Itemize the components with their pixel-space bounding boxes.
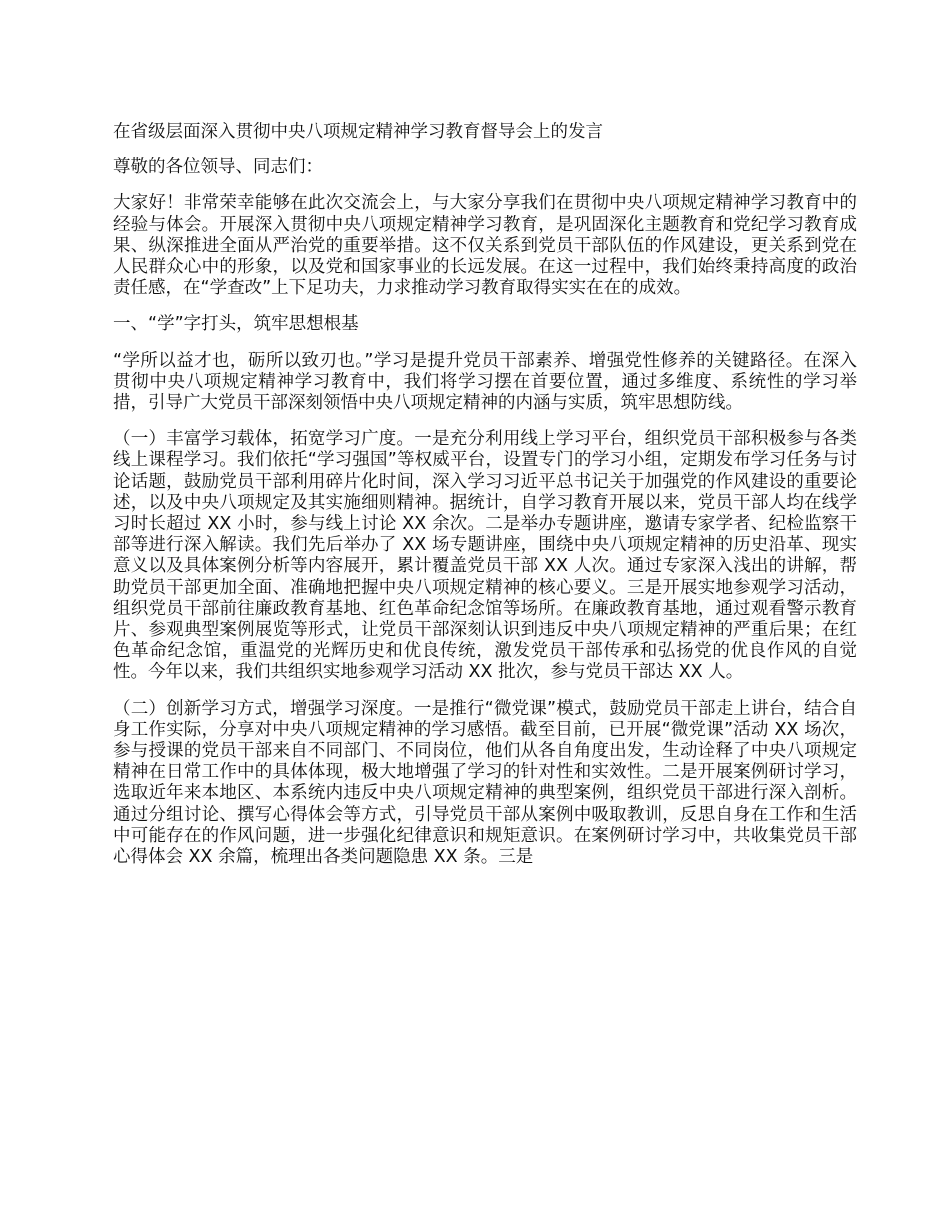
paragraph-item-1: （一）丰富学习载体，拓宽学习广度。一是充分利用线上学习平台，组织党员干部积极参与各类线上课程学习。我们依托“学习强国”等权威平台，设置专门的学习小组，定期发布学习任务与讨论话题，鼓励党员干部利用碎片化时间，深入学习习近平总书记关于加强党的作风建设的重要论述，以及中央八项规定及其实施细则精神。据统计，自学习教育开展以来，党员干部人均在线学习时长超过 XX 小时，参与线上讨论 XX 余次。二是举办专题讲座，邀请专家学者、纪检监察干部等进行深入解读。我们先后举办了 XX 场专题讲座，围绕中央八项规定精神的历史沿革、现实意义以及具体案例分析等内容展开，累计覆盖党员干部 XX 人次。通过专家深入浅出的讲解，帮助党员干部更加全面、准确地把握中央八项规定精神的核心要义。三是开展实地参观学习活动，组织党员干部前往廉政教育基地、红色革命纪念馆等场所。在廉政教育基地，通过观看警示教育片、参观典型案例展览等形式，让党员干部深刻认识到违反中央八项规定精神的严重后果；在红色革命纪念馆，重温党的光辉历史和优良传统，激发党员干部传承和弘扬党的优良作风的自觉性。今年以来，我们共组织实地参观学习活动 XX 批次，参与党员干部达 XX 人。: [113, 429, 857, 683]
document-title: 在省级层面深入贯彻中央八项规定精神学习教育督导会上的发言: [113, 122, 603, 142]
salutation: 尊敬的各位领导、同志们：: [113, 157, 323, 178]
section-heading: 一、“学”字打头，筑牢思想根基: [113, 314, 359, 335]
paragraph-opening: 大家好！非常荣幸能够在此次交流会上，与大家分享我们在贯彻中央八项规定精神学习教育中的经验与体会。开展深入贯彻中央八项规定精神学习教育，是巩固深化主题教育和党纪学习教育成果、纵深推进全面从严治党的重要举措。这不仅关系到党员干部队伍的作风建设，更关系到党在人民群众心中的形象，以及党和国家事业的长远发展。在这一过程中，我们始终秉持高度的政治责任感，在“学查改”上下足功夫，力求推动学习教育取得实实在在的成效。: [113, 193, 857, 299]
paragraph-item-2: （二）创新学习方式，增强学习深度。一是推行“微党课”模式，鼓励党员干部走上讲台，结合自身工作实际，分享对中央八项规定精神的学习感悟。截至目前，已开展“微党课”活动 XX 场次，参与授课的党员干部来自不同部门、不同岗位，他们从各自角度出发，生动诠释了中央八项规定精神在日常工作中的具体体现，极大地增强了学习的针对性和实效性。二是开展案例研讨学习，选取近年来本地区、本系统内违反中央八项规定精神的典型案例，组织党员干部进行深入剖析。通过分组讨论、撰写心得体会等方式，引导党员干部从案例中吸取教训，反思自身在工作和生活中可能存在的作风问题，进一步强化纪律意识和规矩意识。在案例研讨学习中，共收集党员干部心得体会 XX 余篇，梳理出各类问题隐患 XX 条。三是: [113, 698, 857, 868]
paragraph-intro: “学所以益才也，砺所以致刃也。”学习是提升党员干部素养、增强党性修养的关键路径。在深入贯彻中央八项规定精神学习教育中，我们将学习摆在首要位置，通过多维度、系统性的学习举措，引导广大党员干部深刻领悟中央八项规定精神的内涵与实质，筑牢思想防线。: [113, 350, 857, 414]
document-page: [113, 122, 857, 883]
